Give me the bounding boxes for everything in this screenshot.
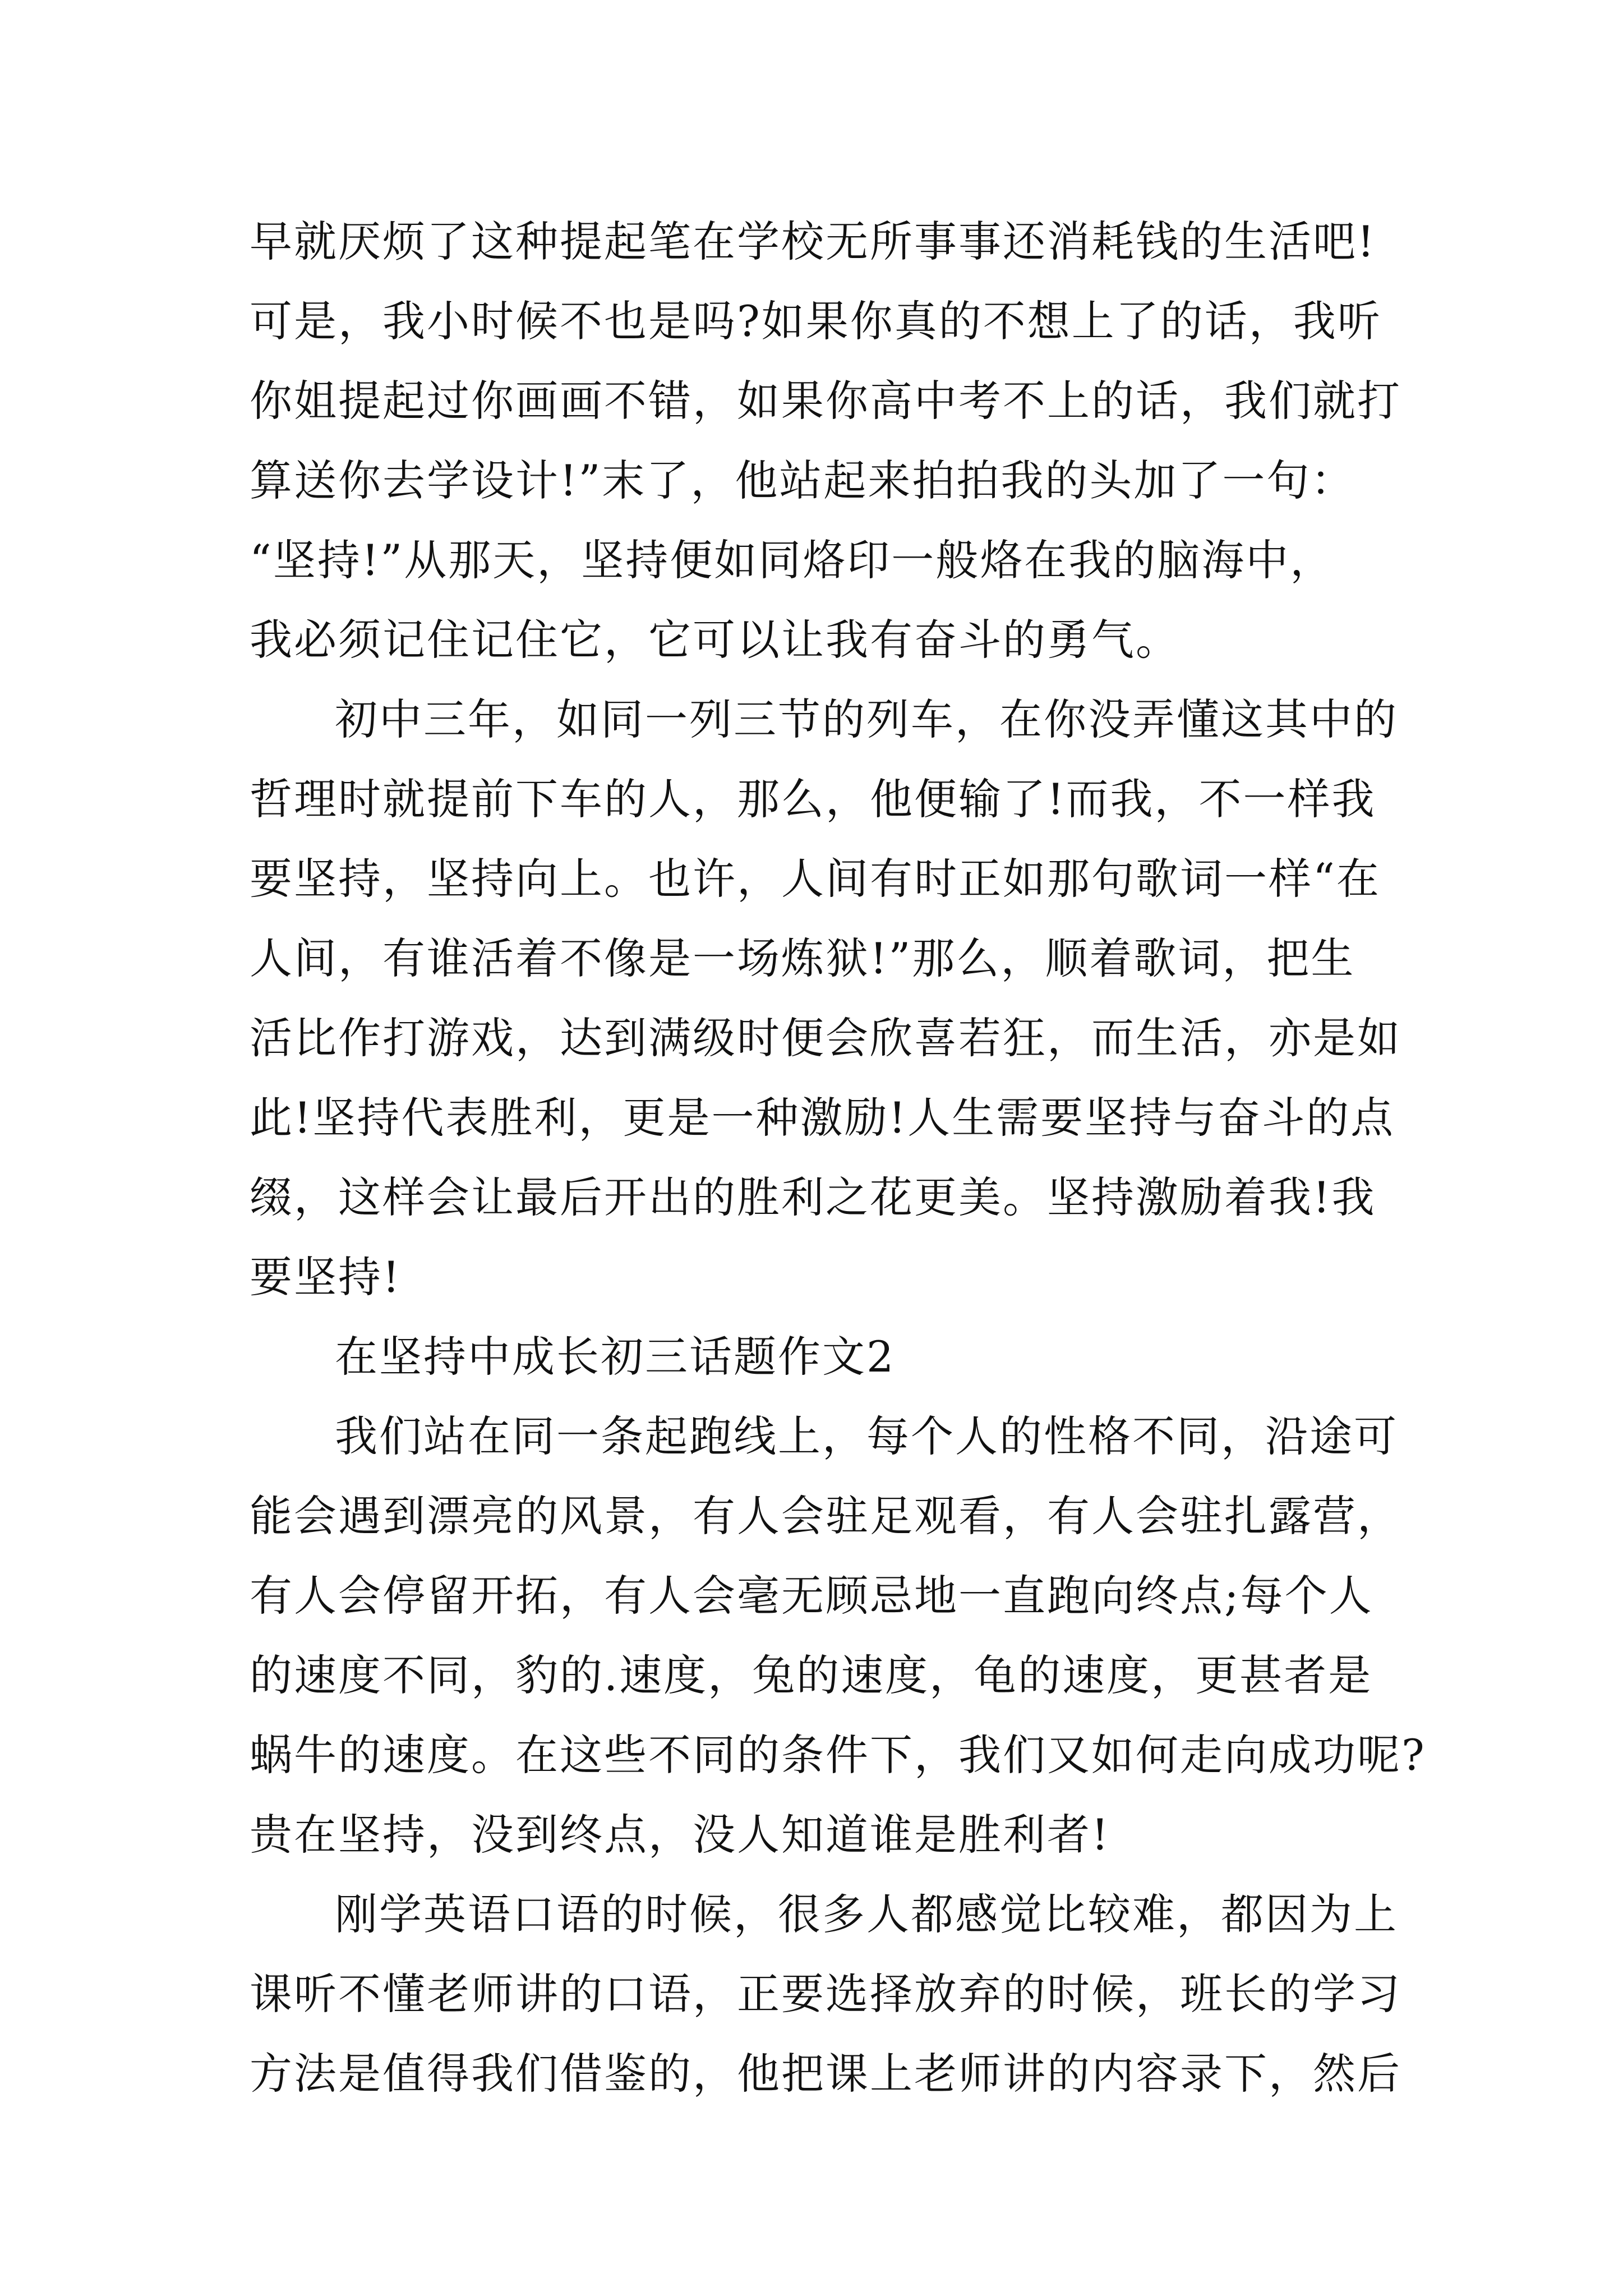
paragraph-first-line: 初中三年，如同一列三节的列车，在你没弄懂这其中的 (335, 694, 1398, 744)
text-line: 活比作打游戏，达到满级时便会欣喜若狂，而生活，亦是如 (250, 1013, 1401, 1063)
paragraph-first-line: 我们站在同一条起跑线上，每个人的性格不同，沿途可 (335, 1411, 1398, 1461)
text-line: 可是，我小时候不也是吗?如果你真的不想上了的话，我听 (250, 296, 1382, 346)
text-line: 我必须记住记住它，它可以让我有奋斗的勇气。 (250, 615, 1180, 665)
text-line: 你姐提起过你画画不错，如果你高中考不上的话，我们就打 (250, 376, 1401, 426)
text-line: 要坚持! (250, 1252, 402, 1302)
text-line: 人间，有谁活着不像是一场炼狱!”那么，顺着歌词，把生 (250, 933, 1355, 983)
text-line: 蜗牛的速度。在这些不同的条件下，我们又如何走向成功呢? (250, 1730, 1426, 1780)
text-line: 要坚持，坚持向上。也许，人间有时正如那句歌词一样“在 (250, 854, 1381, 904)
text-line: 早就厌烦了这种提起笔在学校无所事事还消耗钱的生活吧! (250, 217, 1376, 266)
paragraph-first-line: 在坚持中成长初三话题作文2 (335, 1332, 896, 1382)
text-line: 的速度不同，豹的.速度，兔的速度，龟的速度，更甚者是 (250, 1650, 1373, 1700)
text-line: 课听不懂老师讲的口语，正要选择放弃的时候，班长的学习 (250, 1969, 1401, 2019)
text-line: 缀，这样会让最后开出的胜利之花更美。坚持激励着我!我 (250, 1172, 1376, 1222)
text-line: 能会遇到漂亮的风景，有人会驻足观看，有人会驻扎露营， (250, 1491, 1401, 1541)
text-line: 方法是值得我们借鉴的，他把课上老师讲的内容录下，然后 (250, 2049, 1401, 2099)
text-line: 算送你去学设计!”末了，他站起来拍拍我的头加了一句： (250, 455, 1355, 505)
text-line: 哲理时就提前下车的人，那么，他便输了!而我，不一样我 (250, 774, 1376, 824)
text-line: 此!坚持代表胜利，更是一种激励!人生需要坚持与奋斗的点 (250, 1093, 1395, 1143)
document-body (250, 202, 1426, 2114)
paragraph-first-line: 刚学英语口语的时候，很多人都感觉比较难，都因为上 (335, 1889, 1398, 1939)
text-line: 有人会停留开拓，有人会毫无顾忌地一直跑向终点;每个人 (250, 1571, 1373, 1621)
text-line: “坚持!”从那天，坚持便如同烙印一般烙在我的脑海中， (250, 535, 1335, 585)
text-line: 贵在坚持，没到终点，没人知道谁是胜利者! (250, 1810, 1110, 1860)
